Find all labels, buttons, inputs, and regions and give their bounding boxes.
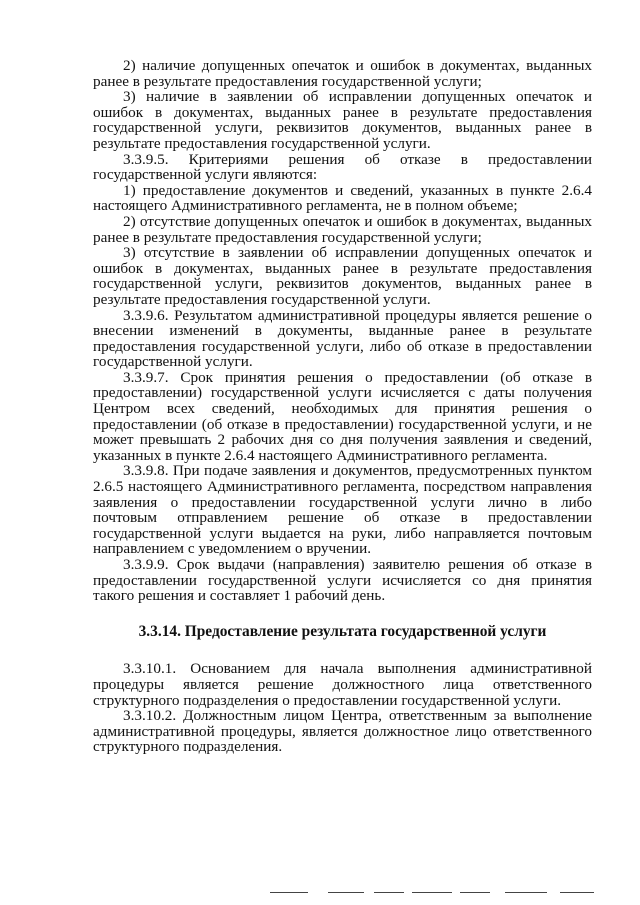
paragraph-3-3-9-5: 3.3.9.5. Критериями решения об отказе в предоставлении государственной услуги являются: <box>93 150 592 184</box>
paragraph-3-3-9-6: 3.3.9.6. Результатом административной процедуры является решение о внесении изменений в документы, выданные ранее в результате предоставления государственной услуги, либо об отказе в предоставлении государственной услуги. <box>93 306 592 371</box>
paragraph-3-3-9-9: 3.3.9.9. Срок выдачи (направления) заявителю решения об отказе в предоставлении государственной услуги исчисляется со дня принятия такого решения и составляет 1 рабочий день. <box>93 556 592 605</box>
paragraph-3-3-10-1: 3.3.10.1. Основанием для начала выполнения административной процедуры является решение должностного лица ответственного структурного подразделения о предоставлении государственной услуги. <box>93 660 592 709</box>
paragraph-criterion-3: 3) отсутствие в заявлении об исправлении допущенных опечаток и ошибок в документах, выданных ранее в результате предоставления государственной услуги, реквизитов документов, выданных ранее в результате предоставления государственной услуги. <box>93 244 592 308</box>
footer-rule-marks <box>270 892 610 898</box>
paragraph-3-3-9-8: 3.3.9.8. При подаче заявления и документов, предусмотренных пунктом 2.6.5 настоящего Административного регламента, посредством направления заявления о предоставлении государственной услуги лично в либо почтовым отправлением решение об отказе в предоставлении государственной услуги выдается на руки, либо направляется почтовым направлением с уведомлением о вручении. <box>93 462 592 558</box>
paragraph-item-2: 2) наличие допущенных опечаток и ошибок в документах, выданных ранее в результате предоставления государственной услуги; <box>93 57 592 90</box>
paragraph-3-3-10-2: 3.3.10.2. Должностным лицом Центра, ответственным за выполнение административной процедуры, является должностное лицо ответственного структурного подразделения. <box>93 707 592 756</box>
paragraph-3-3-9-7: 3.3.9.7. Срок принятия решения о предоставлении (об отказе в предоставлении) государственной услуги исчисляется с даты получения Центром всех сведений, необходимых для принятия решения о предоставлении (об отказе в предоставлении) государственной услуги, и не может превышать 2 рабочих дня со дня получения заявления и сведений, указанных в пункте 2.6.4 настоящего Административного регламента. <box>93 368 592 464</box>
paragraph-item-3: 3) наличие в заявлении об исправлении допущенных опечаток и ошибок в документах, выданных ранее в результате предоставления государственной услуги, реквизитов документов, выданных ранее в результате предоставления государственной услуги. <box>93 88 592 152</box>
paragraph-criterion-1: 1) предоставление документов и сведений, указанных в пункте 2.6.4 настоящего Административного регламента, не в полном объеме; <box>93 181 592 215</box>
paragraph-criterion-2: 2) отсутствие допущенных опечаток и ошибок в документах, выданных ранее в результате предоставления государственной услуги; <box>93 212 592 246</box>
section-heading: 3.3.14. Предоставление результата государственной услуги <box>138 622 547 640</box>
document-page <box>93 58 592 755</box>
